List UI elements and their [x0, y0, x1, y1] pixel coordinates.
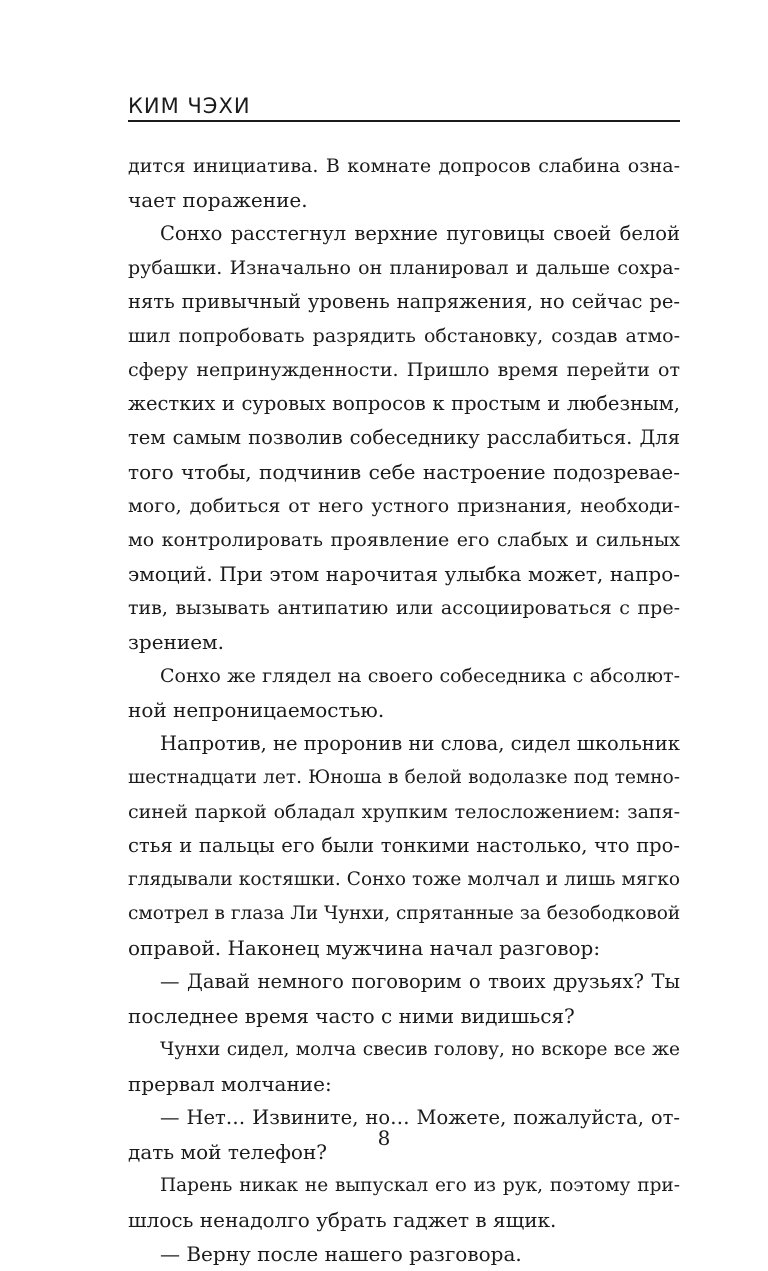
running-title: КИМ ЧЭХИ	[128, 94, 251, 118]
body-text	[128, 149, 680, 1271]
page-number: 8	[377, 1126, 391, 1150]
text-line-11: мого, добиться от него устного признания, необходи-	[128, 495, 680, 517]
text-line-4: рубашки. Изначально он планировал и дальше сохра-	[128, 257, 680, 279]
text-line-29: — Нет… Извините, но… Можете, пожалуйста, от-	[160, 1106, 680, 1129]
text-line-1: дится инициатива. В комнате допросов слабина озна-	[128, 155, 680, 177]
text-line-20: синей паркой обладал хрупким телосложением: запя-	[128, 801, 680, 823]
text-line-6: шил попробовать разрядить обстановку, создав атмо-	[128, 325, 680, 347]
text-line-31: Парень никак не выпускал его из рук, поэтому при-	[160, 1175, 680, 1196]
text-line-24: оправой. Наконец мужчина начал разговор:	[128, 936, 601, 960]
text-line-5: нять привычный уровень напряжения, но сейчас ре-	[128, 290, 680, 313]
text-line-17: ной непроницаемостью.	[128, 698, 385, 722]
text-line-2: чает поражение.	[128, 188, 308, 212]
text-line-16: Сонхо же глядел на своего собеседника с абсолют-	[160, 665, 680, 687]
header-rule	[128, 120, 680, 122]
text-line-12: мо контролировать проявление его слабых и сильных	[128, 529, 680, 551]
text-line-9: тем самым позволив собеседнику расслабиться. Для	[128, 426, 680, 449]
text-line-10: того чтобы, подчинив себе настроение подозревае-	[128, 460, 680, 484]
text-line-27: Чунхи сидел, молча свесив голову, но вскоре все же	[160, 1039, 680, 1060]
text-line-8: жестких и суровых вопросов к простым и любезным,	[128, 392, 680, 415]
text-line-30: дать мой телефон?	[128, 1140, 328, 1164]
text-line-33: — Верну после нашего разговора.	[160, 1242, 522, 1266]
text-line-28: прервал молчание:	[128, 1072, 332, 1096]
text-line-15: зрением.	[128, 630, 224, 654]
text-line-14: тив, вызывать антипатию или ассоциироваться с пре-	[128, 597, 680, 619]
text-line-3: Сонхо расстегнул верхние пуговицы своей белой	[160, 222, 680, 245]
text-line-18: Напротив, не проронив ни слова, сидел школьник	[160, 732, 680, 755]
text-line-32: шлось ненадолго убрать гаджет в ящик.	[128, 1208, 557, 1232]
text-line-26: последнее время часто с ними видишься?	[128, 1004, 575, 1028]
text-line-21: стья и пальцы его были тонкими настолько, что про-	[128, 834, 680, 857]
text-line-13: эмоций. При этом нарочитая улыбка может, напро-	[128, 562, 680, 586]
text-line-22: глядывали костяшки. Сонхо тоже молчал и лишь мягко	[128, 869, 680, 890]
text-line-7: сферу непринужденности. Пришло время перейти от	[128, 359, 680, 381]
text-line-25: — Давай немного поговорим о твоих друзьях? Ты	[160, 970, 680, 993]
text-line-19: шестнадцати лет. Юноша в белой водолазке под темно-	[128, 767, 680, 788]
text-line-23: смотрел в глаза Ли Чунхи, спрятанные за безободковой	[128, 903, 681, 924]
